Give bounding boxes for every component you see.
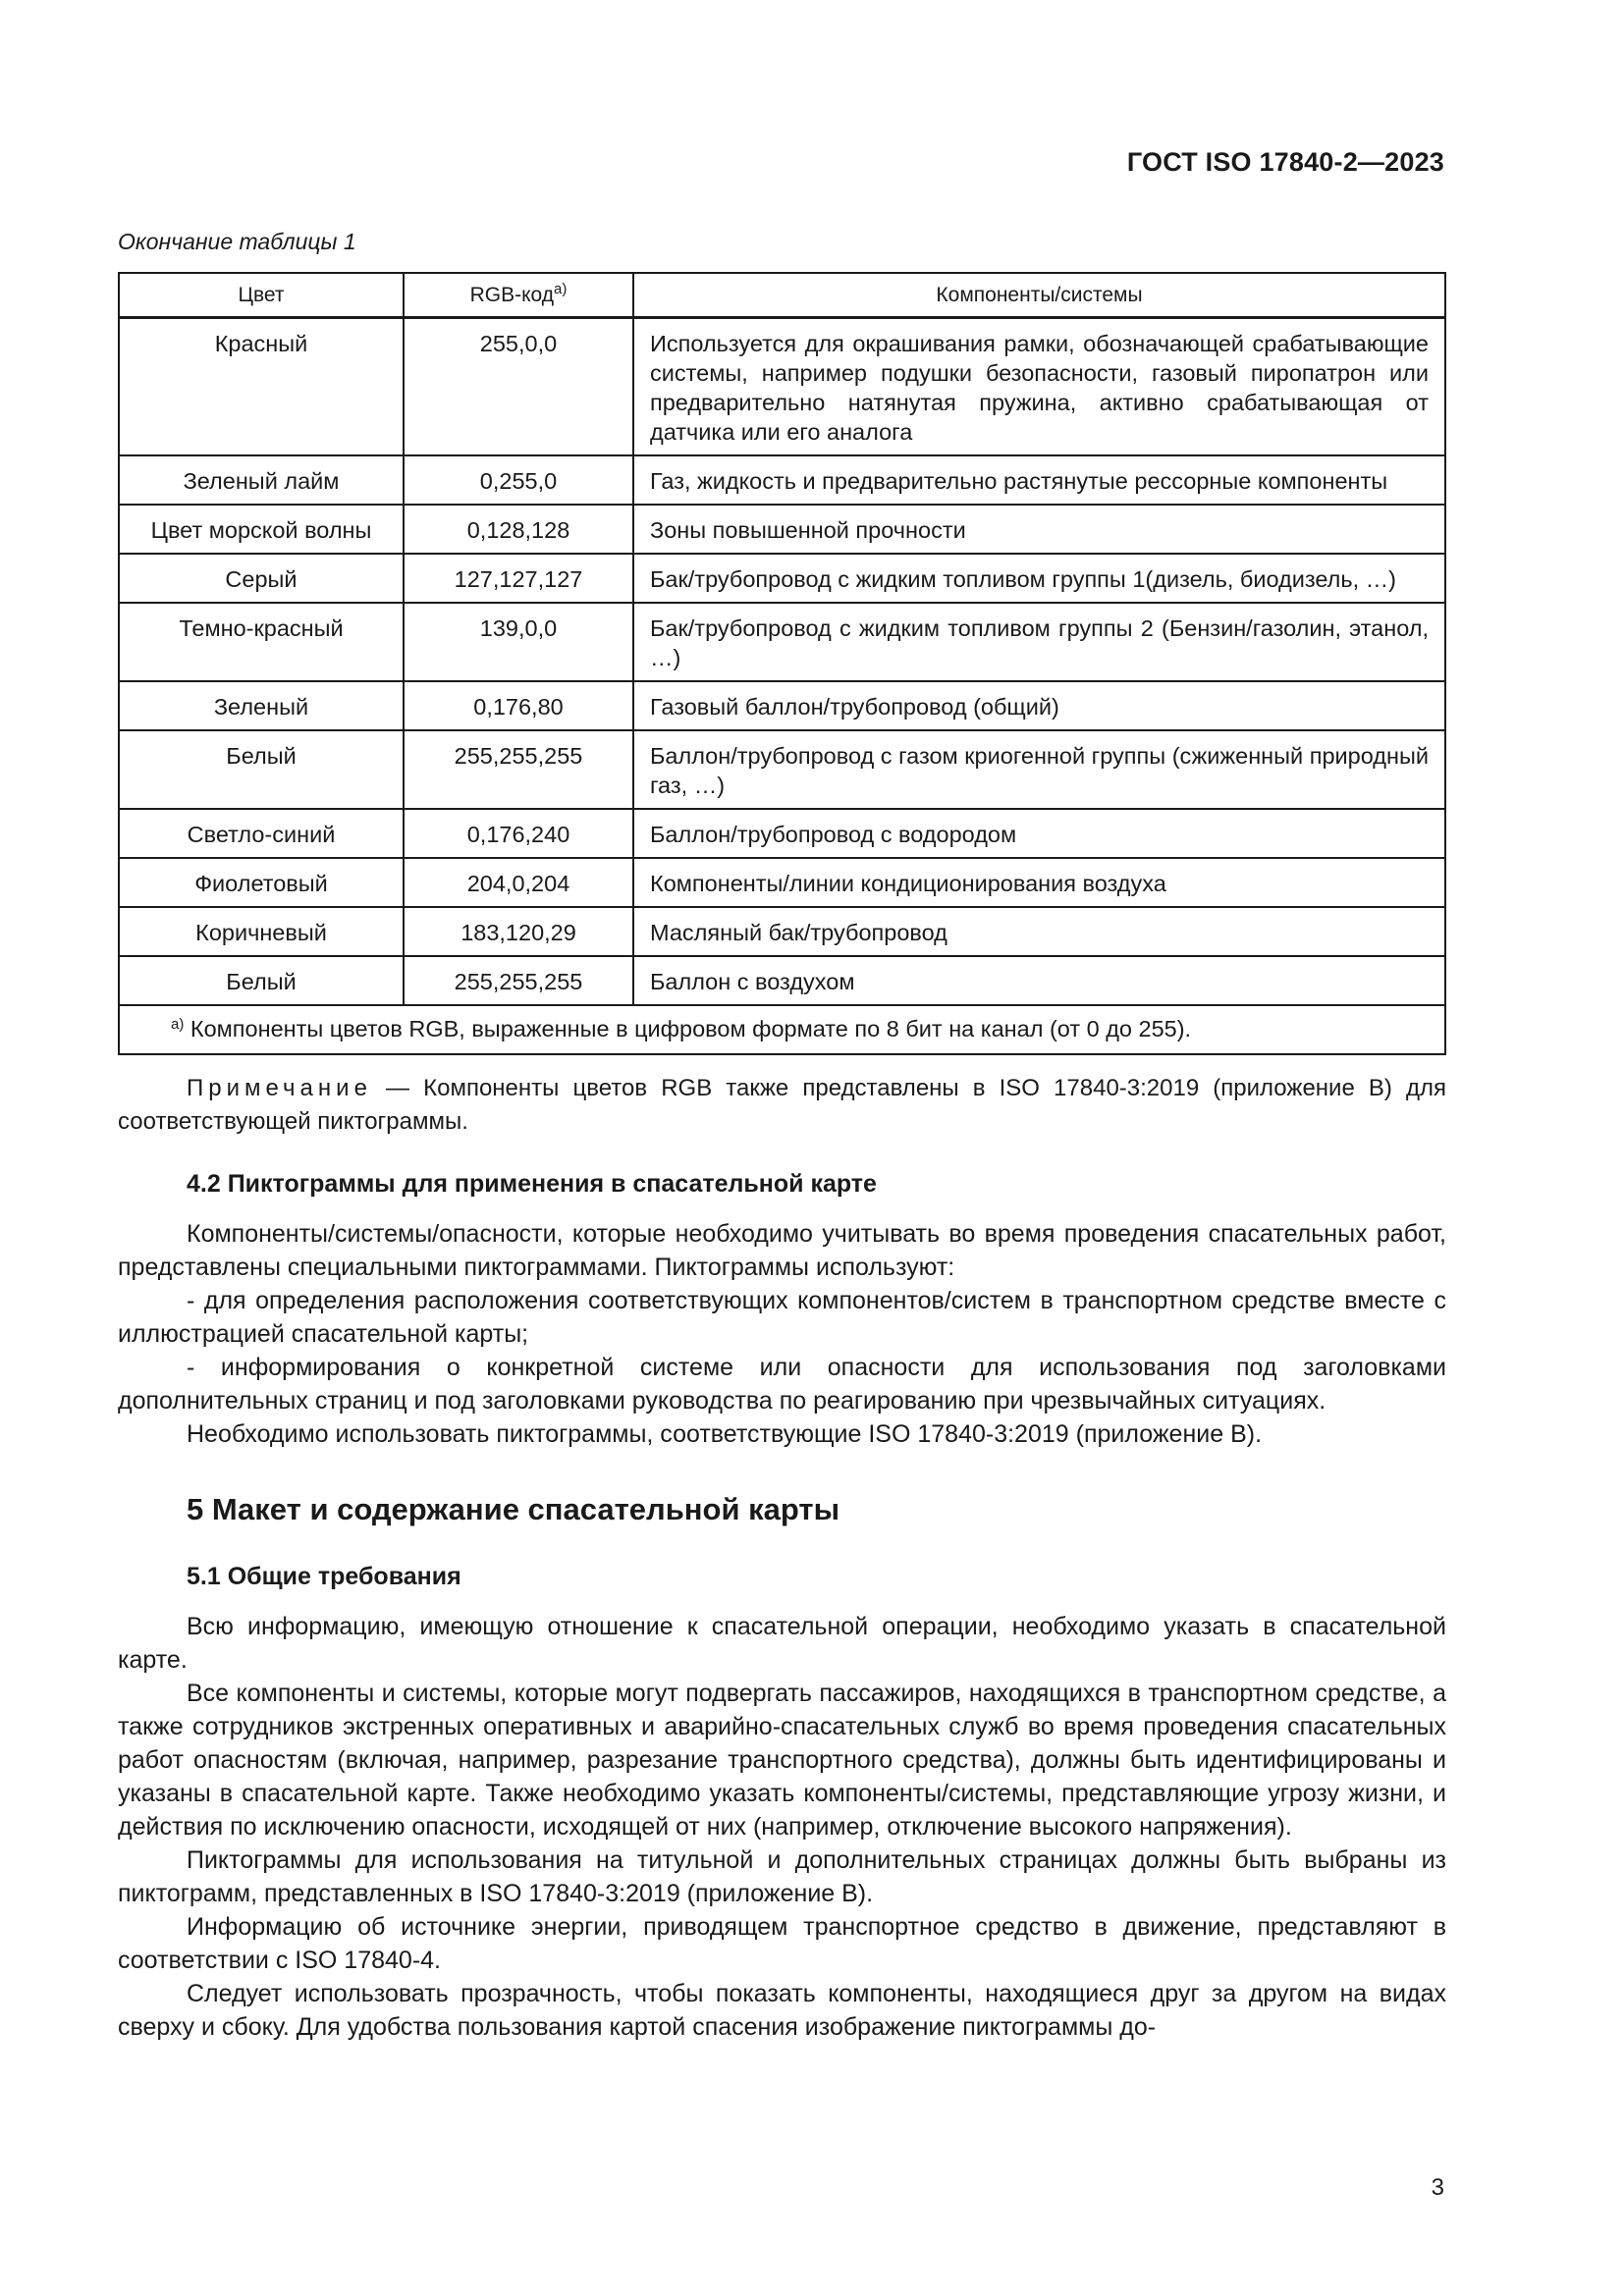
cell-components: Баллон с воздухом xyxy=(633,956,1445,1005)
header-rgb-footnote-mark: а) xyxy=(554,280,568,297)
table-row xyxy=(119,455,1445,505)
cell-color: Темно-красный xyxy=(119,603,404,681)
paragraph: - для определения расположения соответствующих компонентов/систем в транспортном средстве вместе с иллюстрацией спасательной карты; xyxy=(118,1287,1446,1348)
section-5-title: 5 Макет и содержание спасательной карты xyxy=(187,1492,840,1526)
cell-components: Газовый баллон/трубопровод (общий) xyxy=(633,681,1445,730)
cell-color: Красный xyxy=(119,318,404,456)
cell-components: Баллон/трубопровод с водородом xyxy=(633,809,1445,858)
cell-color: Зеленый xyxy=(119,681,404,730)
table-row xyxy=(119,681,1445,730)
cell-rgb: 0,255,0 xyxy=(404,455,633,505)
cell-components: Зоны повышенной прочности xyxy=(633,505,1445,554)
section-4-2-title: 4.2 Пиктограммы для применения в спасательной карте xyxy=(187,1170,877,1198)
header-components: Компоненты/системы xyxy=(633,273,1445,318)
cell-color: Белый xyxy=(119,956,404,1005)
table-footnote-row xyxy=(119,1005,1445,1054)
cell-rgb: 183,120,29 xyxy=(404,907,633,956)
table-row xyxy=(119,603,1445,681)
cell-rgb: 255,255,255 xyxy=(404,730,633,809)
header-color: Цвет xyxy=(119,273,404,318)
color-table xyxy=(118,272,1446,1055)
cell-rgb: 139,0,0 xyxy=(404,603,633,681)
paragraph: Компоненты/системы/опасности, которые необходимо учитывать во время проведения спасательных работ, представлены специальными пиктограммами. Пиктограммы используют: xyxy=(118,1220,1446,1281)
cell-components: Компоненты/линии кондиционирования воздуха xyxy=(633,858,1445,907)
table-note xyxy=(118,1072,1446,1139)
cell-rgb: 0,176,80 xyxy=(404,681,633,730)
cell-components: Масляный бак/трубопровод xyxy=(633,907,1445,956)
cell-rgb: 0,128,128 xyxy=(404,505,633,554)
table-row xyxy=(119,554,1445,603)
page-number: 3 xyxy=(1431,2174,1444,2201)
table-row xyxy=(119,956,1445,1005)
cell-color: Белый xyxy=(119,730,404,809)
footnote-mark: а) xyxy=(171,1016,185,1033)
paragraph: Необходимо использовать пиктограммы, соответствующие ISO 17840-3:2019 (приложение B). xyxy=(187,1420,1263,1448)
cell-color: Серый xyxy=(119,554,404,603)
document-header: ГОСТ ISO 17840-2—2023 xyxy=(1126,147,1444,177)
cell-components: Газ, жидкость и предварительно растянутые рессорные компоненты xyxy=(633,455,1445,505)
section-5-1-title: 5.1 Общие требования xyxy=(187,1563,461,1590)
table-row xyxy=(119,809,1445,858)
note-label: Примечание xyxy=(187,1075,372,1101)
table-row xyxy=(119,318,1445,456)
paragraph: Всю информацию, имеющую отношение к спасательной операции, необходимо указать в спасательной карте. xyxy=(118,1613,1446,1674)
paragraph: Следует использовать прозрачность, чтобы показать компоненты, находящиеся друг за другом на видах сверху и сбоку. Для удобства пользования картой спасения изображение пиктограммы до- xyxy=(118,1980,1446,2041)
cell-color: Фиолетовый xyxy=(119,858,404,907)
table-row xyxy=(119,858,1445,907)
footnote-text: Компоненты цветов RGB, выраженные в цифровом формате по 8 бит на канал (от 0 до 255). xyxy=(189,1016,1192,1041)
table-row xyxy=(119,505,1445,554)
cell-color: Светло-синий xyxy=(119,809,404,858)
cell-color: Цвет морской волны xyxy=(119,505,404,554)
paragraph: - информирования о конкретной системе или опасности для использования под заголовками дополнительных страниц и под заголовками руководства по реагированию при чрезвычайных ситуациях. xyxy=(118,1354,1446,1415)
cell-components: Баллон/трубопровод с газом криогенной группы (сжиженный природный газ, …) xyxy=(633,730,1445,809)
cell-rgb: 255,255,255 xyxy=(404,956,633,1005)
cell-components: Бак/трубопровод с жидким топливом группы 1(дизель, биодизель, …) xyxy=(633,554,1445,603)
table-caption: Окончание таблицы 1 xyxy=(118,229,356,254)
paragraph: Пиктограммы для использования на титульной и дополнительных страницах должны быть выбраны из пиктограмм, представленных в ISO 17840-3:2019 (приложение B). xyxy=(118,1846,1446,1907)
cell-color: Зеленый лайм xyxy=(119,455,404,505)
table-row xyxy=(119,907,1445,956)
table-header-row xyxy=(119,273,1445,318)
paragraph: Информацию об источнике энергии, приводящем транспортное средство в движение, представляют в соответствии с ISO 17840-4. xyxy=(118,1913,1446,1974)
cell-rgb: 0,176,240 xyxy=(404,809,633,858)
section-5-1-body xyxy=(118,1610,1446,2044)
note-text: — Компоненты цветов RGB также представлены в ISO 17840-3:2019 (приложение B) для соответствующей пиктограммы. xyxy=(118,1075,1446,1135)
cell-color: Коричневый xyxy=(119,907,404,956)
table-footnote xyxy=(119,1005,1445,1054)
cell-rgb: 255,0,0 xyxy=(404,318,633,456)
paragraph: Все компоненты и системы, которые могут подвергать пассажиров, находящихся в транспортном средстве, а также сотрудников экстренных оперативных и аварийно-спасательных служб во время проведения спасательных работ опасностям (включая, например, разрезание транспортного средства), должны быть идентифицированы и указаны в спасательной карте. Также необходимо указать компоненты/системы, представляющие угрозу жизни, и действия по исключению опасности, исходящей от них (например, отключение высокого напряжения). xyxy=(118,1680,1446,1841)
header-rgb-label: RGB-код xyxy=(469,283,555,306)
header-rgb xyxy=(404,273,633,318)
cell-rgb: 204,0,204 xyxy=(404,858,633,907)
section-4-2-body xyxy=(118,1217,1446,1451)
cell-components: Используется для окрашивания рамки, обозначающей срабатывающие системы, например подушки безопасности, газовый пиропатрон или предварительно натянутая пружина, активно срабатывающая от датчика или его аналога xyxy=(633,318,1445,456)
cell-rgb: 127,127,127 xyxy=(404,554,633,603)
table-row xyxy=(119,730,1445,809)
cell-components: Бак/трубопровод с жидким топливом группы 2 (Бензин/газолин, этанол, …) xyxy=(633,603,1445,681)
